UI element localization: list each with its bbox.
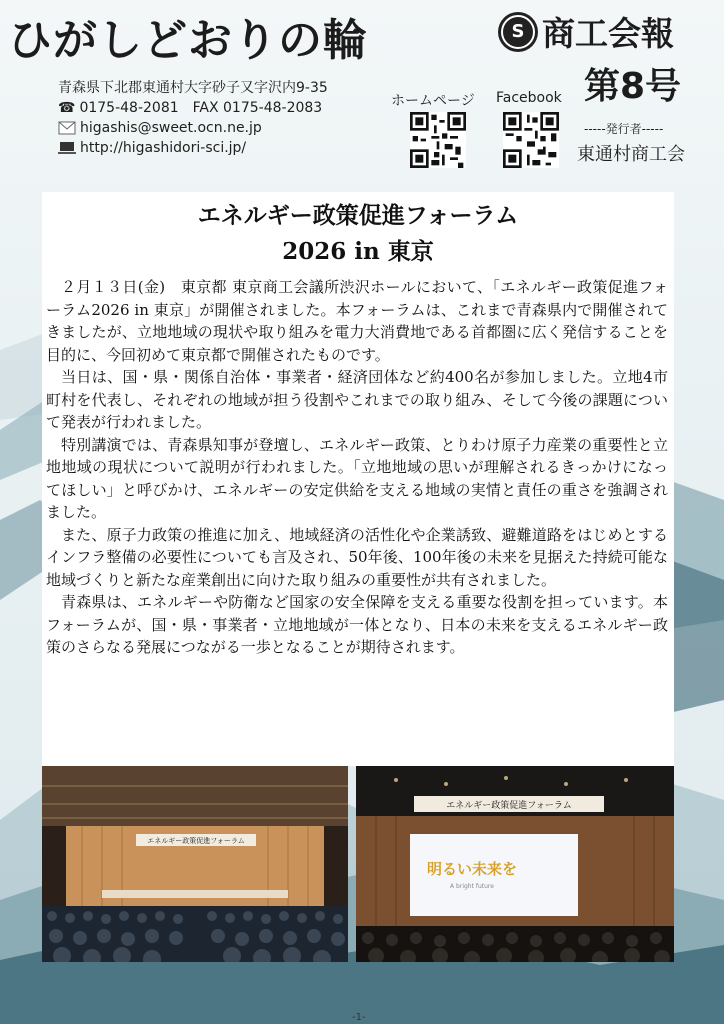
hall-banner-text: エネルギー政策促進フォーラム: [147, 837, 245, 845]
page-number: -1-: [352, 1012, 366, 1023]
homepage-qr-label: ホームページ: [391, 93, 475, 109]
computer-icon: [58, 141, 76, 155]
article-paragraph: 青森県は、エネルギーや防衛など国家の安全保障を支える重要な役割を担っています。本フォーラムが、国・県・事業者・立地地域が一体となり、日本の未来を支えるエネルギー政策のさらなる発展につながる一歩となることが期待されます。: [46, 593, 668, 656]
url-line: [58, 138, 328, 158]
screen-banner-text: エネルギー政策促進フォーラム: [446, 801, 572, 811]
phone-number: 0175-48-2081: [79, 100, 179, 116]
forum-screen-photo: [356, 766, 674, 962]
bulletin-label: 商工会報: [542, 14, 674, 53]
facebook-qr-icon[interactable]: [503, 112, 559, 168]
seal-letter: S: [501, 15, 535, 49]
screen-slide-text: 明るい未来を: [426, 860, 518, 878]
article: [42, 192, 674, 766]
chamber-seal-icon: [498, 12, 538, 52]
article-paragraph: また、原子力政策の推進に加え、地域経済の活性化や企業誘致、避難道路をはじめとするインフラ整備の必要性についても言及され、50年後、100年後の未来を見据えた持続可能な地域づくりと新たな産業創出に向けた取り組みの重要性が共有されました。: [46, 525, 668, 589]
article-paragraph: 当日は、国・県・関係自治体・事業者・経済団体など約400名が参加しました。立地4市町村を代表し、それぞれの地域が担う役割やこれまでの取り組み、そして今後の課題について発表が行われました。: [46, 368, 668, 431]
forum-hall-photo: [42, 766, 348, 962]
article-subheadline: 2026 in 東京: [282, 238, 434, 265]
article-paragraph: 特別講演では、青森県知事が登壇し、エネルギー政策、とりわけ原子力産業の重要性と立地地域の現状について説明が行われました。「立地地域の思いが理解されるきっかけになってほしい」と呼びかけ、エネルギーの安定供給を支える地域の実情と責任の重さを強調されました。: [46, 435, 668, 521]
email-link[interactable]: higashis@sweet.ocn.ne.jp: [80, 120, 262, 136]
article-body: [46, 276, 668, 659]
screen-slide-subtext: A bright future: [450, 883, 494, 890]
homepage-qr-icon[interactable]: [410, 112, 466, 168]
phone-fax-line: [58, 98, 328, 118]
contact-block: [58, 78, 328, 158]
article-headline: エネルギー政策促進フォーラム: [197, 202, 519, 229]
fax-number: FAX 0175-48-2083: [192, 100, 323, 116]
masthead-title: ひがしどおりの輪: [8, 15, 368, 66]
article-paragraph: ２月１３日(金) 東京都 東京商工会議所渋沢ホールにおいて、「エネルギー政策促進フォーラム2026 in 東京」が開催されました。本フォーラムは、これまで青森県内で開催されてきましたが、立地地域の現状や取り組みを電力大消費地である首都圏に広く発信することを目的に、今回初めて東京都で開催されたものです。: [46, 278, 668, 364]
email-line: [58, 118, 328, 138]
publisher-label: -----発行者-----: [584, 122, 664, 136]
phone-icon: ☎: [58, 100, 76, 116]
publisher-name: 東通村商工会: [577, 144, 685, 165]
facebook-qr-label: Facebook: [496, 90, 562, 106]
issue-number: 第8号: [584, 66, 682, 107]
mail-icon: [58, 121, 76, 135]
bulletin-title: [498, 8, 674, 55]
website-link[interactable]: http://higashidori-sci.jp/: [80, 140, 247, 156]
address: 青森県下北郡東通村大字砂子又字沢内9-35: [58, 80, 328, 96]
